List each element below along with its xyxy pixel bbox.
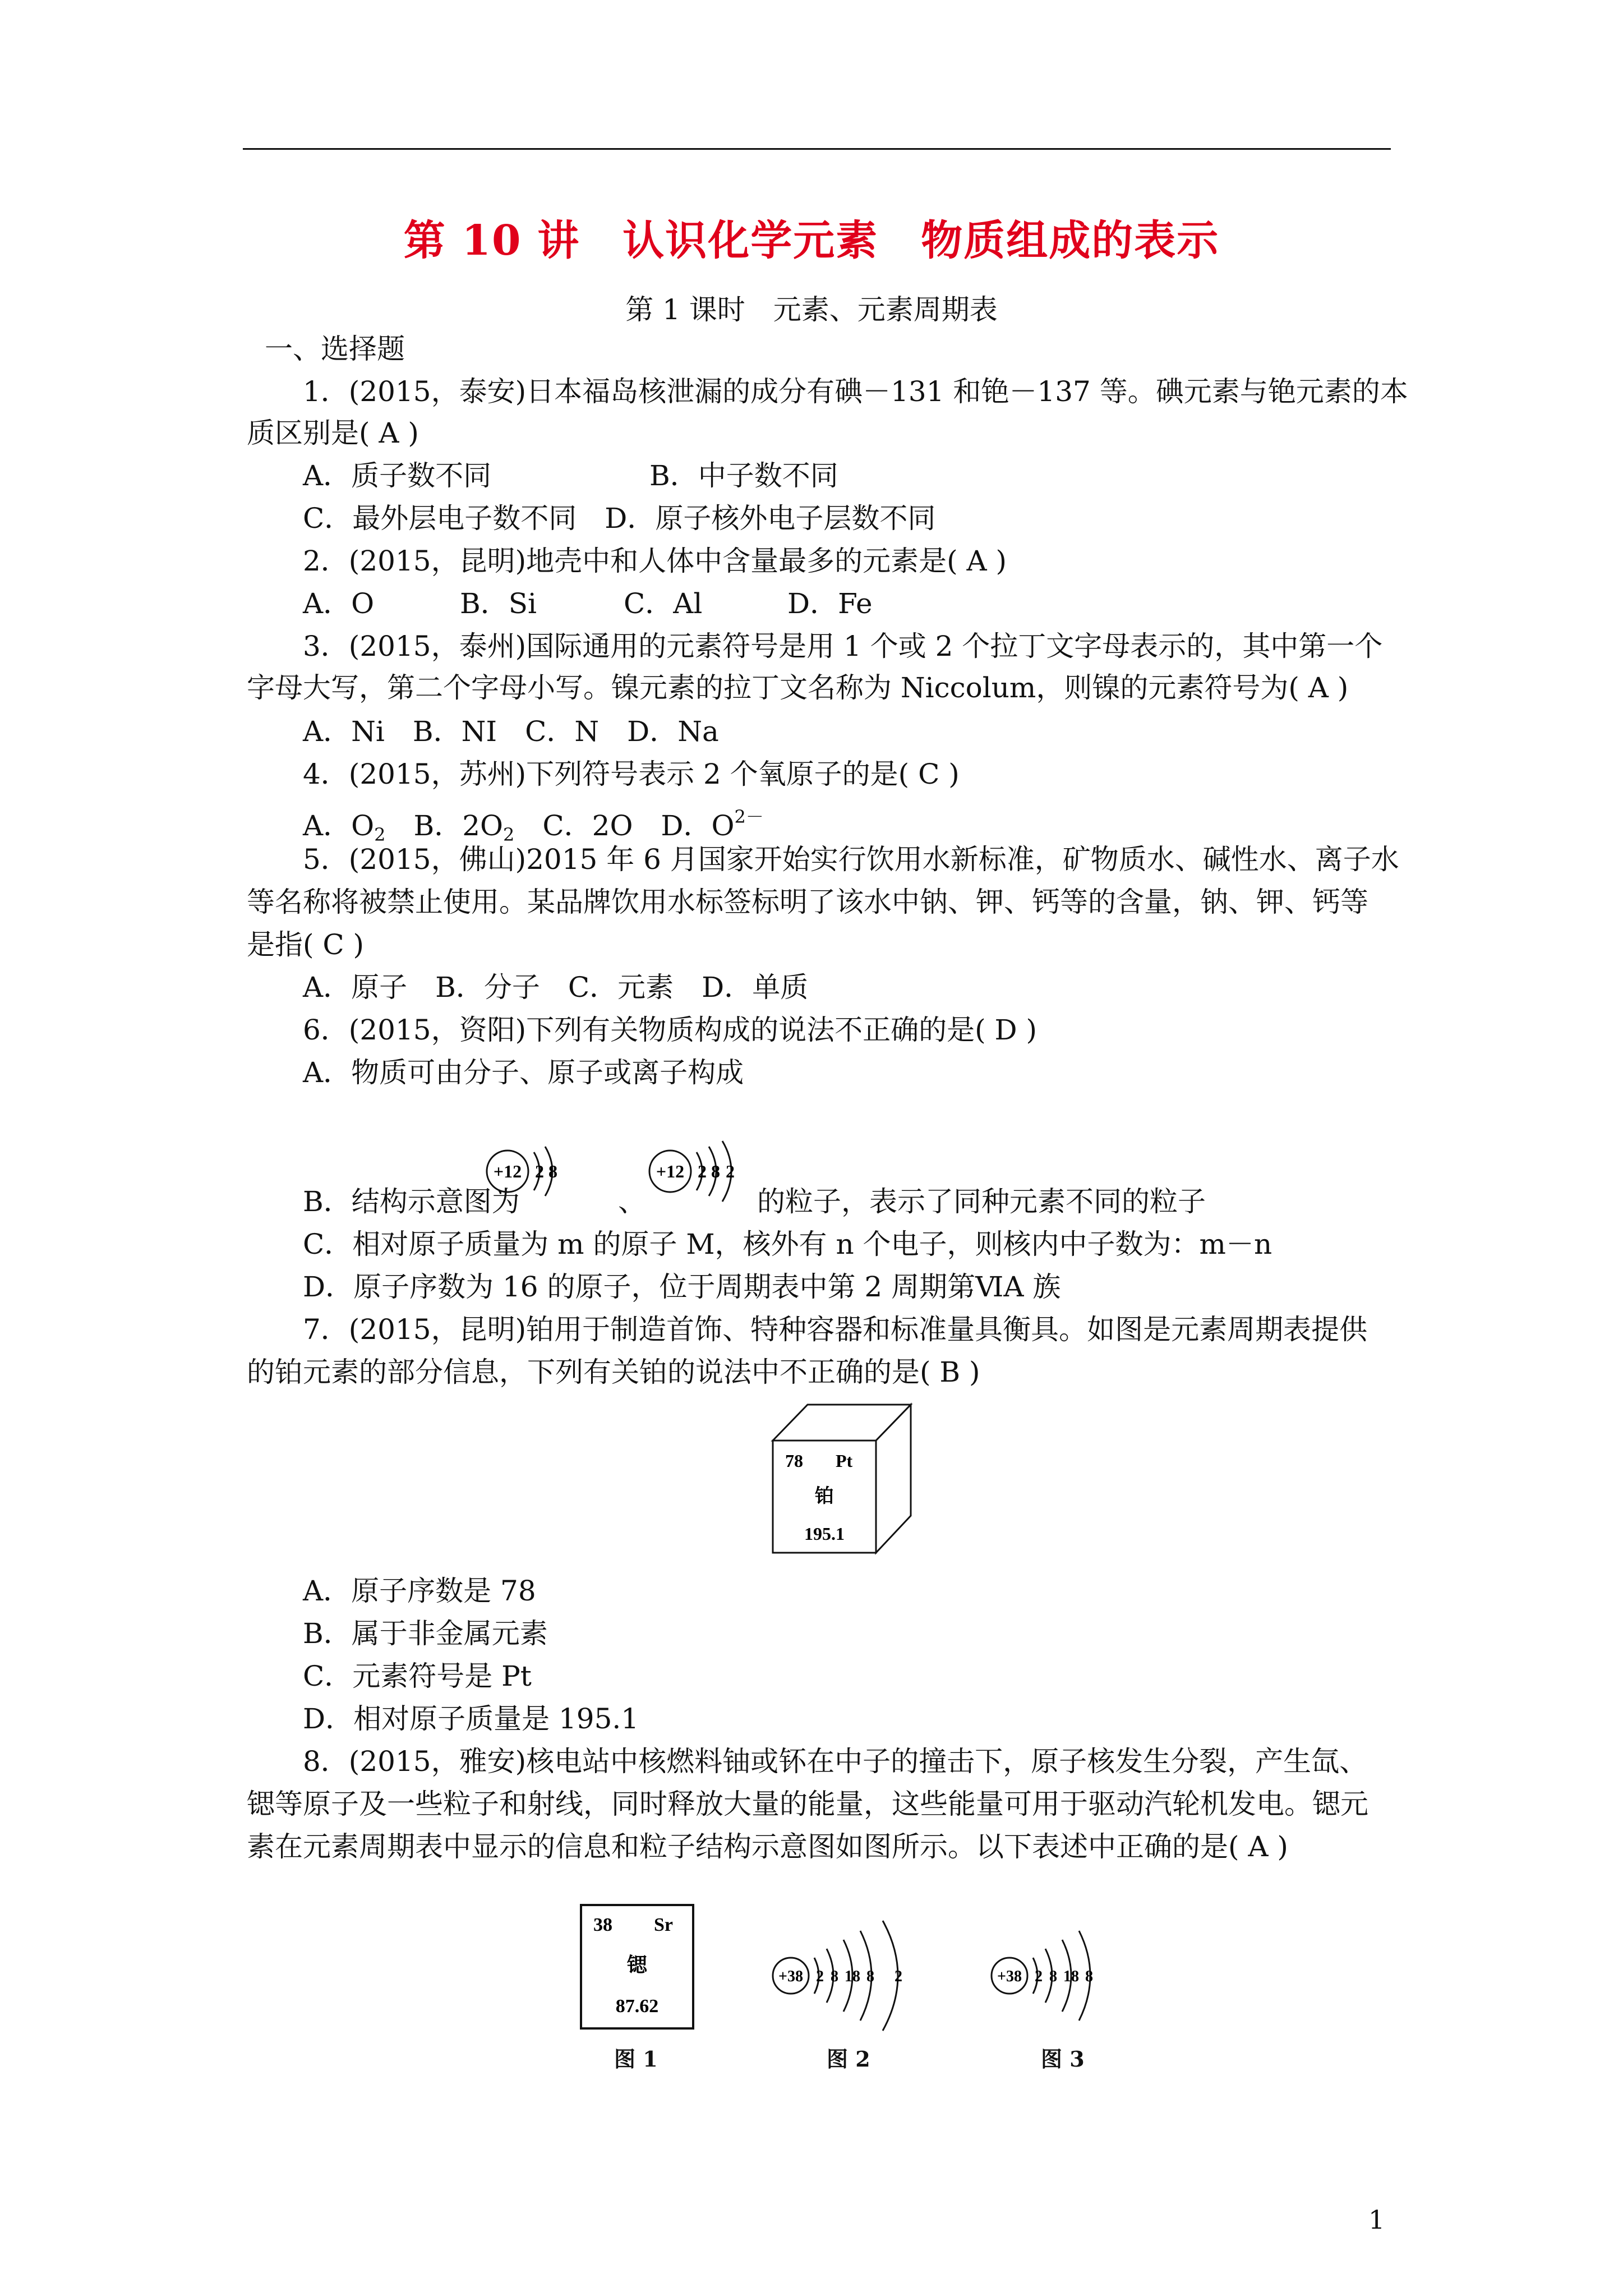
q5-options: A．原子 B．分子 C．元素 D．单质 bbox=[303, 971, 809, 1004]
strontium-element-cell bbox=[578, 1902, 701, 2036]
q7-option-a: A．原子序数是 78 bbox=[303, 1575, 536, 1607]
svg-text:8: 8 bbox=[1085, 1968, 1093, 1985]
q6-option-d: D．原子序数为 16 的原子，位于周期表中第 2 周期第ⅥA 族 bbox=[303, 1271, 1061, 1303]
q7-option-d: D．相对原子质量是 195.1 bbox=[303, 1703, 639, 1735]
q2-option-a: A．O bbox=[303, 587, 375, 620]
atom-structure-diagram-1 bbox=[482, 1133, 606, 1234]
svg-text:+38: +38 bbox=[778, 1968, 803, 1985]
svg-text:2: 2 bbox=[895, 1968, 902, 1985]
svg-text:Pt: Pt bbox=[836, 1451, 853, 1471]
atom-structure-diagram-2 bbox=[645, 1133, 780, 1234]
q3-stem-cont: 字母大写，第二个字母小写。镍元素的拉丁文名称为 Niccolum，则镍的元素符号为( A ) bbox=[247, 671, 1349, 704]
q4-options: A．$O_2$ B．$2O_2$ C．2O D．$O^{2-}$ bbox=[303, 806, 764, 845]
q7-option-b: B．属于非金属元素 bbox=[303, 1617, 548, 1650]
svg-text:2: 2 bbox=[698, 1161, 707, 1181]
q5-stem-cont: 等名称将被禁止使用。某品牌饮用水标签标明了该水中钠、钾、钙等的含量，钠、钾、钙等 bbox=[247, 886, 1368, 918]
q6-option-b-sep: 、 bbox=[618, 1185, 646, 1218]
figure-3-caption: 图 3 bbox=[1041, 2046, 1085, 2072]
svg-text:2: 2 bbox=[726, 1161, 735, 1181]
q1-option-b: B．中子数不同 bbox=[649, 459, 838, 492]
q6-option-b-label: B．结构示意图为 bbox=[303, 1185, 520, 1218]
figure-1-caption: 图 1 bbox=[614, 2046, 658, 2072]
section-heading: 一、选择题 bbox=[265, 333, 405, 365]
q6-option-c: C．相对原子质量为 m 的原子 M，核外有 n 个电子，则核内中子数为：m－n bbox=[303, 1228, 1272, 1260]
q2-option-d: D．Fe bbox=[787, 587, 873, 620]
svg-text:8: 8 bbox=[831, 1968, 838, 1985]
page-title: 第 10 讲 认识化学元素 物质组成的表示 bbox=[403, 217, 1220, 265]
svg-text:18: 18 bbox=[1063, 1968, 1079, 1985]
q6-option-b-text: 的粒子，表示了同种元素不同的粒子 bbox=[757, 1185, 1206, 1218]
figure-2-caption: 图 2 bbox=[827, 2046, 870, 2072]
q3-stem: 3．(2015，泰州)国际通用的元素符号是用 1 个或 2 个拉丁文字母表示的，其中第一个 bbox=[303, 630, 1383, 662]
q8-stem-cont: 锶等原子及一些粒子和射线，同时释放大量的能量，这些能量可用于驱动汽轮机发电。锶元 bbox=[247, 1788, 1368, 1820]
svg-text:78: 78 bbox=[785, 1451, 803, 1471]
svg-text:+12: +12 bbox=[656, 1161, 685, 1181]
svg-text:+38: +38 bbox=[997, 1968, 1022, 1985]
svg-text:38: 38 bbox=[593, 1915, 612, 1935]
q7-option-c: C．元素符号是 Pt bbox=[303, 1660, 532, 1692]
svg-text:2: 2 bbox=[1035, 1968, 1043, 1985]
q2-stem: 2．(2015，昆明)地壳中和人体中含量最多的元素是( A ) bbox=[303, 545, 1007, 577]
header-rule bbox=[243, 148, 1391, 150]
q1-option-cd: C．最外层电子数不同 D．原子核外电子层数不同 bbox=[303, 502, 936, 535]
svg-text:8: 8 bbox=[711, 1161, 720, 1181]
svg-text:锶: 锶 bbox=[626, 1954, 648, 1976]
svg-text:+12: +12 bbox=[493, 1161, 522, 1181]
svg-text:8: 8 bbox=[548, 1161, 557, 1181]
page-number: 1 bbox=[1368, 2205, 1385, 2235]
svg-text:2: 2 bbox=[535, 1161, 544, 1181]
svg-text:87.62: 87.62 bbox=[615, 1996, 659, 2017]
svg-text:18: 18 bbox=[845, 1968, 860, 1985]
q1-option-a: A．质子数不同 bbox=[303, 459, 492, 492]
q5-stem-cont2: 是指( C ) bbox=[247, 928, 365, 961]
q8-stem: 8．(2015，雅安)核电站中核燃料铀或钚在中子的撞击下，原子核发生分裂，产生氙、 bbox=[303, 1745, 1368, 1778]
strontium-ion-diagram bbox=[987, 1913, 1133, 2042]
lesson-subtitle: 第 1 课时 元素、元素周期表 bbox=[625, 293, 998, 326]
q4-stem: 4．(2015，苏州)下列符号表示 2 个氧原子的是( C ) bbox=[303, 758, 960, 790]
platinum-element-cube bbox=[768, 1391, 920, 1559]
q5-stem: 5．(2015，佛山)2015 年 6 月国家开始实行饮用水新标准，矿物质水、碱性水、离子水 bbox=[303, 843, 1399, 876]
q1-stem-cont: 质区别是( A ) bbox=[247, 417, 419, 449]
q8-stem-cont2: 素在元素周期表中显示的信息和粒子结构示意图如图所示。以下表述中正确的是( A ) bbox=[247, 1830, 1288, 1863]
q6-stem: 6．(2015，资阳)下列有关物质构成的说法不正确的是( D ) bbox=[303, 1014, 1037, 1046]
svg-text:195.1: 195.1 bbox=[804, 1524, 845, 1544]
q7-stem-cont: 的铂元素的部分信息，下列有关铂的说法中不正确的是( B ) bbox=[247, 1356, 980, 1388]
q2-option-c: C．Al bbox=[624, 587, 703, 620]
svg-text:8: 8 bbox=[1049, 1968, 1057, 1985]
svg-text:8: 8 bbox=[866, 1968, 874, 1985]
strontium-atom-diagram bbox=[768, 1913, 948, 2042]
svg-text:Sr: Sr bbox=[654, 1915, 673, 1935]
q2-option-b: B．Si bbox=[460, 587, 537, 620]
svg-text:铂: 铂 bbox=[815, 1486, 834, 1507]
q3-options: A．Ni B．NI C．N D．Na bbox=[303, 715, 719, 748]
q1-stem: 1．(2015，泰安)日本福岛核泄漏的成分有碘－131 和铯－137 等。碘元素与铯元素的本 bbox=[303, 375, 1408, 408]
q7-stem: 7．(2015，昆明)铂用于制造首饰、特种容器和标准量具衡具。如图是元素周期表提供 bbox=[303, 1313, 1368, 1346]
q6-option-a: A．物质可由分子、原子或离子构成 bbox=[303, 1056, 744, 1089]
svg-text:2: 2 bbox=[816, 1968, 824, 1985]
